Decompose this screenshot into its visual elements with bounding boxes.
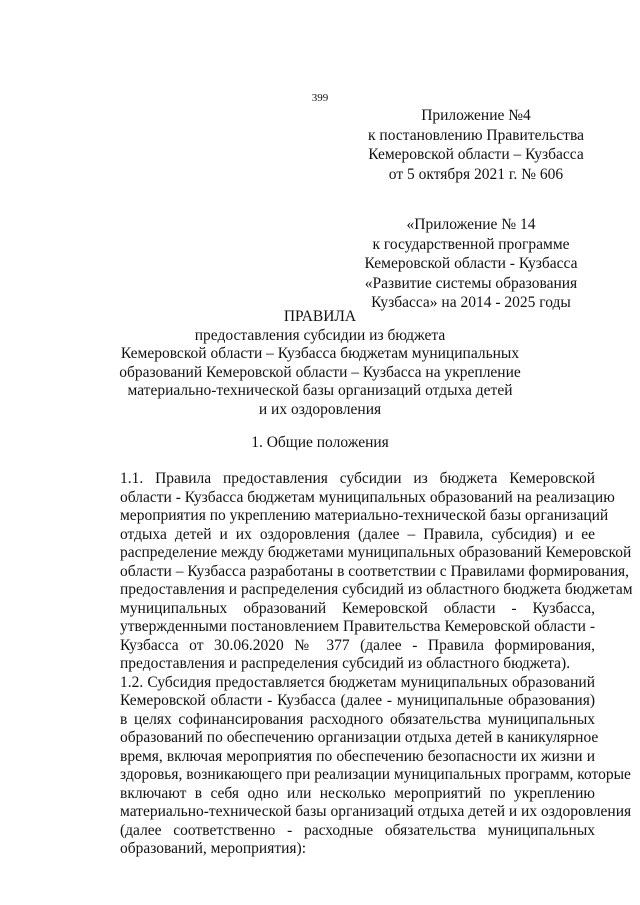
paragraph-line: утвержденными постановлением Правительства Кемеровской области - — [120, 618, 595, 635]
annex-header-line: Кемеровской области – Кузбасса — [368, 146, 584, 163]
annex-quote-line: «Развитие системы образования — [364, 274, 578, 292]
title-line: материально-технической базы организаций отдыха детей — [127, 382, 513, 399]
paragraph-line: 1.2. Субсидия предоставляется бюджетам муниципальных образований — [120, 673, 595, 691]
document-body — [90, 470, 633, 859]
paragraph-line: материально-технической базы организаций отдыха детей и их оздоровления — [120, 803, 632, 820]
title-line: образований Кемеровской области – Кузбасса на укрепление — [119, 363, 521, 381]
annex-header-line: от 5 октября 2021 г. № 606 — [388, 165, 564, 183]
annex-quote-line: Кузбасса» на 2014 - 2025 годы — [371, 294, 571, 311]
paragraph-line: образований по обеспечению организации отдыха детей в каникулярное — [120, 729, 599, 746]
paragraph-line: 1.1. Правила предоставления субсидии из бюджета Кемеровской — [120, 470, 595, 487]
annex-header-line: Приложение №4 — [421, 107, 531, 124]
paragraph-1-2 — [90, 673, 632, 859]
annex-quote-line: Кемеровской области - Кузбасса — [364, 255, 578, 272]
annex-header — [356, 106, 596, 184]
paragraph-line: предоставления и распределения субсидий из областного бюджета). — [120, 655, 571, 672]
paragraph-line: распределение между бюджетами муниципальных образований Кемеровской — [120, 544, 632, 561]
paragraph-line: предоставления и распределения субсидий из областного бюджета бюджетам — [120, 581, 633, 598]
paragraph-line: области – Кузбасса разработаны в соответствии с Правилами формирования, — [120, 562, 630, 580]
paragraph-line: Кузбасса от 30.06.2020 № 377 (далее - Правила формирования, — [120, 636, 595, 654]
title-line: и их оздоровления — [258, 400, 382, 418]
paragraph-1-1 — [90, 470, 633, 674]
paragraph-line: (далее соответственно - расходные обязательства муниципальных — [120, 821, 595, 839]
title-heading: ПРАВИЛА — [283, 308, 357, 325]
paragraph-line: включают в себя одно или несколько мероприятий по укреплению — [120, 784, 595, 802]
annex-quote-line: «Приложение № 14 — [406, 216, 536, 233]
title-line: предоставления субсидии из бюджета — [194, 326, 446, 344]
paragraph-line: Кемеровской области - Кузбасса (далее - муниципальные образования) — [120, 692, 595, 709]
paragraph-line: время, включая мероприятия по обеспечению безопасности их жизни и — [120, 747, 595, 765]
paragraph-line: здоровья, возникающего при реализации муниципальных программ, которые — [120, 766, 631, 783]
annex-header-line: к постановлению Правительства — [368, 126, 584, 144]
paragraph-line: мероприятия по укреплению материально-технической базы организаций — [120, 507, 609, 524]
annex-quote-line: к государственной программе — [372, 235, 570, 253]
paragraph-line: образований, мероприятия): — [120, 840, 306, 857]
title-line: Кемеровской области – Кузбасса бюджетам муниципальных — [120, 345, 520, 362]
page-number: 399 — [311, 92, 329, 104]
paragraph-line: отдыха детей и их оздоровления (далее – Правила, субсидия) и ее — [120, 525, 595, 543]
paragraph-line: области - Кузбасса бюджетам муниципальных образований на реализацию — [120, 488, 615, 506]
paragraph-line: муниципальных образований Кемеровской области - Кузбасса, — [120, 599, 595, 617]
document-title — [90, 308, 550, 419]
paragraph-line: в целях софинансирования расходного обязательства муниципальных — [120, 710, 595, 728]
section-heading: 1. Общие положения — [251, 434, 389, 451]
annex-quote — [346, 215, 596, 313]
